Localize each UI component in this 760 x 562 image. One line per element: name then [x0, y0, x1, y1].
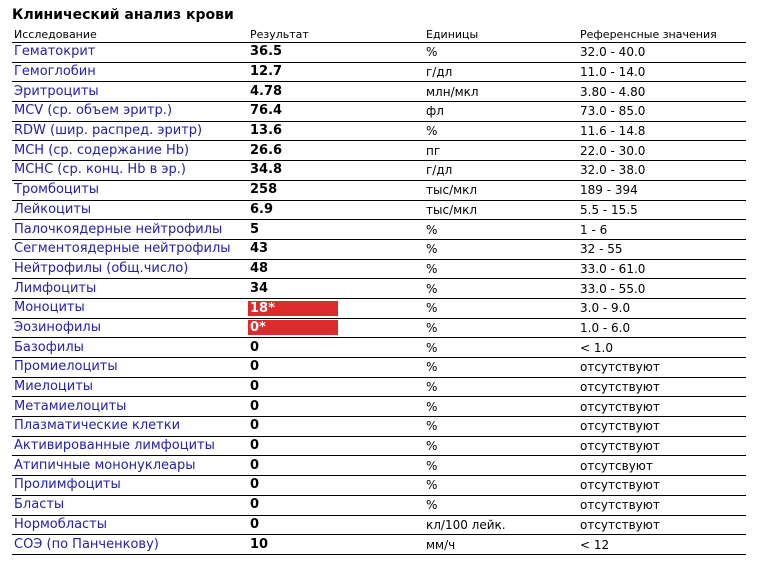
page-title: Клинический анализ крови	[12, 7, 234, 23]
test-name: Гематокрит	[12, 43, 248, 63]
test-name: Эозинофилы	[12, 318, 248, 338]
test-result: 0	[248, 417, 424, 437]
test-name: Лимфоциты	[12, 279, 248, 299]
test-units: %	[424, 436, 578, 456]
results-table	[12, 27, 746, 555]
test-result: 0	[248, 377, 424, 397]
test-result: 0	[248, 456, 424, 476]
header-test: Исследование	[12, 27, 248, 43]
test-name: Промиелоциты	[12, 358, 248, 378]
test-reference: 11.0 - 14.0	[578, 62, 746, 82]
test-reference: 33.0 - 55.0	[578, 279, 746, 299]
test-reference: 33.0 - 61.0	[578, 259, 746, 279]
test-reference: отсутствуют	[578, 476, 746, 496]
test-units: %	[424, 259, 578, 279]
test-result: 48	[248, 259, 424, 279]
test-reference: отсутствуют	[578, 515, 746, 535]
test-reference: отсутствуют	[578, 397, 746, 417]
test-units: г/дл	[424, 62, 578, 82]
test-units: %	[424, 476, 578, 496]
test-name: Активированные лимфоциты	[12, 436, 248, 456]
test-result	[248, 298, 424, 318]
table-row	[12, 338, 746, 358]
test-reference: < 1.0	[578, 338, 746, 358]
test-name: Бласты	[12, 495, 248, 515]
table-row	[12, 200, 746, 220]
test-name: СОЭ (по Панченкову)	[12, 535, 248, 555]
test-name: Гемоглобин	[12, 62, 248, 82]
test-name: MCH (ср. содержание Hb)	[12, 141, 248, 161]
test-name: Палочкоядерные нейтрофилы	[12, 220, 248, 240]
test-units: %	[424, 239, 578, 259]
test-result: 13.6	[248, 121, 424, 141]
test-units: %	[424, 220, 578, 240]
test-units: г/дл	[424, 161, 578, 181]
test-units: %	[424, 43, 578, 63]
test-result: 12.7	[248, 62, 424, 82]
test-name: Базофилы	[12, 338, 248, 358]
test-units: %	[424, 298, 578, 318]
table-row	[12, 397, 746, 417]
test-reference: 73.0 - 85.0	[578, 102, 746, 122]
test-units: мм/ч	[424, 535, 578, 555]
table-row	[12, 298, 746, 318]
test-result: 0	[248, 436, 424, 456]
test-reference: < 12	[578, 535, 746, 555]
test-reference: 3.0 - 9.0	[578, 298, 746, 318]
test-result: 34.8	[248, 161, 424, 181]
table-row	[12, 141, 746, 161]
table-row	[12, 43, 746, 63]
test-name: Нормобласты	[12, 515, 248, 535]
table-row	[12, 62, 746, 82]
test-result: 34	[248, 279, 424, 299]
test-units: тыс/мкл	[424, 180, 578, 200]
table-row	[12, 358, 746, 378]
test-units: %	[424, 377, 578, 397]
test-result: 0	[248, 397, 424, 417]
test-result: 6.9	[248, 200, 424, 220]
flagged-result-badge: 18*	[248, 301, 338, 316]
test-name: Миелоциты	[12, 377, 248, 397]
test-reference: 189 - 394	[578, 180, 746, 200]
test-units: %	[424, 121, 578, 141]
test-result: 4.78	[248, 82, 424, 102]
test-result: 0	[248, 338, 424, 358]
test-name: Метамиелоциты	[12, 397, 248, 417]
test-result: 76.4	[248, 102, 424, 122]
test-reference: 22.0 - 30.0	[578, 141, 746, 161]
flagged-result-badge: 0*	[248, 320, 338, 335]
test-result: 258	[248, 180, 424, 200]
test-units: %	[424, 495, 578, 515]
test-units: млн/мкл	[424, 82, 578, 102]
test-result: 0	[248, 515, 424, 535]
test-name: RDW (шир. распред. эритр)	[12, 121, 248, 141]
test-name: Пролимфоциты	[12, 476, 248, 496]
table-row	[12, 417, 746, 437]
test-units: пг	[424, 141, 578, 161]
test-units: тыс/мкл	[424, 200, 578, 220]
test-reference: 3.80 - 4.80	[578, 82, 746, 102]
header-result: Результат	[248, 27, 424, 43]
test-result: 0	[248, 476, 424, 496]
test-result: 36.5	[248, 43, 424, 63]
test-reference: отсутствуют	[578, 377, 746, 397]
header-reference: Референсные значения	[578, 27, 746, 43]
table-row	[12, 456, 746, 476]
test-result: 10	[248, 535, 424, 555]
table-row	[12, 436, 746, 456]
test-units: фл	[424, 102, 578, 122]
table-row	[12, 239, 746, 259]
test-name: Лейкоциты	[12, 200, 248, 220]
test-name: Сегментоядерные нейтрофилы	[12, 239, 248, 259]
table-row	[12, 220, 746, 240]
test-units: %	[424, 417, 578, 437]
table-row	[12, 259, 746, 279]
test-units: %	[424, 279, 578, 299]
table-row	[12, 121, 746, 141]
test-name: Эритроциты	[12, 82, 248, 102]
table-row	[12, 377, 746, 397]
table-row	[12, 161, 746, 181]
test-result	[248, 318, 424, 338]
test-result: 0	[248, 495, 424, 515]
test-units: кл/100 лейк.	[424, 515, 578, 535]
test-name: Нейтрофилы (общ.число)	[12, 259, 248, 279]
test-reference: 1 - 6	[578, 220, 746, 240]
test-reference: 32.0 - 38.0	[578, 161, 746, 181]
test-result: 26.6	[248, 141, 424, 161]
table-row	[12, 180, 746, 200]
table-row	[12, 102, 746, 122]
table-row	[12, 476, 746, 496]
table-row	[12, 495, 746, 515]
table-row	[12, 82, 746, 102]
test-units: %	[424, 397, 578, 417]
table-row	[12, 279, 746, 299]
test-units: %	[424, 338, 578, 358]
test-name: MCHC (ср. конц. Hb в эр.)	[12, 161, 248, 181]
test-reference: 32 - 55	[578, 239, 746, 259]
table-row	[12, 318, 746, 338]
test-result: 43	[248, 239, 424, 259]
test-reference: 32.0 - 40.0	[578, 43, 746, 63]
test-name: Атипичные мононуклеары	[12, 456, 248, 476]
test-reference: отсутсвуют	[578, 456, 746, 476]
test-reference: 1.0 - 6.0	[578, 318, 746, 338]
test-reference: 5.5 - 15.5	[578, 200, 746, 220]
table-row	[12, 535, 746, 555]
test-name: Моноциты	[12, 298, 248, 318]
table-header-row	[12, 27, 746, 43]
test-reference: 11.6 - 14.8	[578, 121, 746, 141]
test-result: 5	[248, 220, 424, 240]
test-reference: отсутствуют	[578, 358, 746, 378]
test-name: Тромбоциты	[12, 180, 248, 200]
table-row	[12, 515, 746, 535]
test-reference: отсутствуют	[578, 436, 746, 456]
test-units: %	[424, 456, 578, 476]
test-result: 0	[248, 358, 424, 378]
test-name: Плазматические клетки	[12, 417, 248, 437]
test-units: %	[424, 318, 578, 338]
test-units: %	[424, 358, 578, 378]
test-reference: отсутствуют	[578, 495, 746, 515]
header-units: Единицы	[424, 27, 578, 43]
test-name: MCV (ср. объем эритр.)	[12, 102, 248, 122]
test-reference: отсутствуют	[578, 417, 746, 437]
